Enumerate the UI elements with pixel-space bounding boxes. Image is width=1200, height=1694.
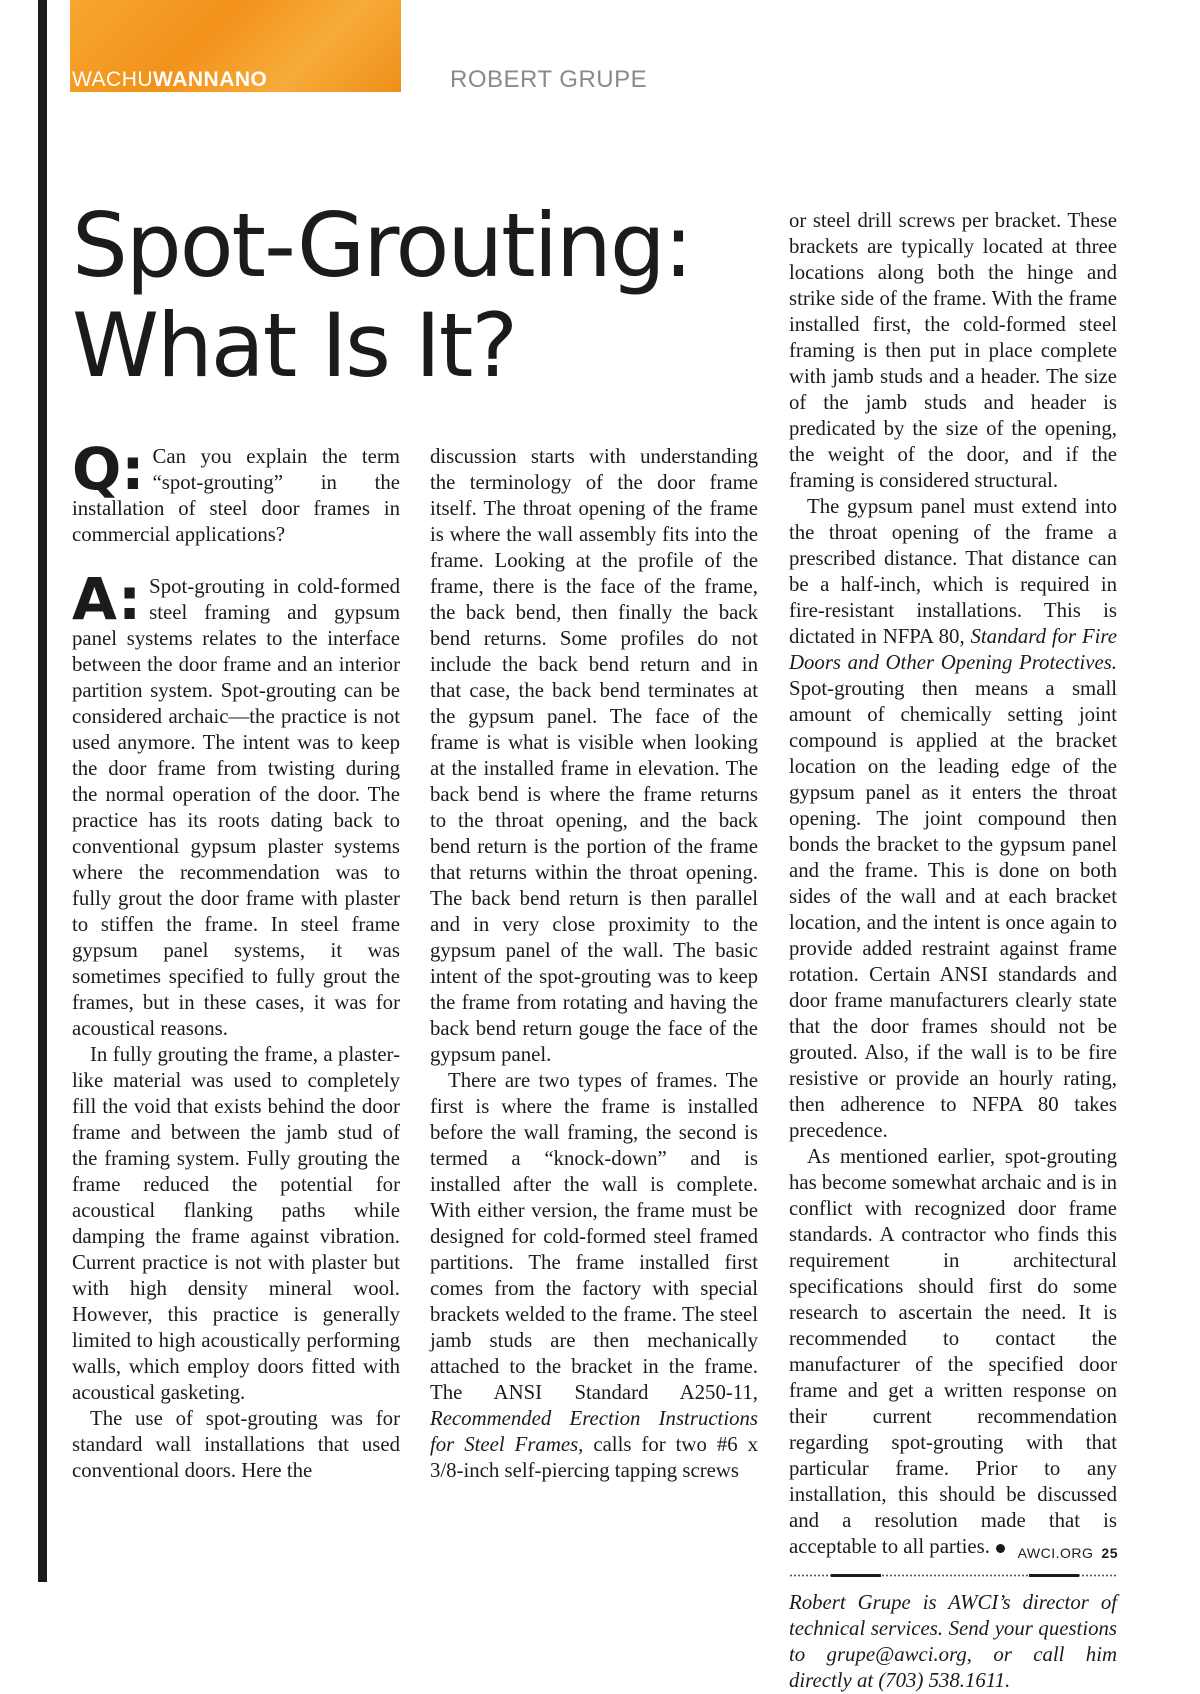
question-drop-cap: Q: <box>72 435 145 503</box>
paragraph-4-text-a: There are two types of frames. The first is where the frame is installed before the wall framing, the second is termed a “knock-down” and is installed after the wall is complete. With either version, the frame must be designed for cold-formed steel framed partitions. The frame installed first comes from the factory with special brackets welded to the frame. The steel jamb studs are then mechanically attached to the bracket in the frame. The ANSI Standard A250-11, <box>430 1069 758 1404</box>
article-title <box>72 196 691 396</box>
paragraph-5-text-b: Spot-grouting then means a small amount of chemically setting joint compound is applied at the bracket location on the leading edge of the gypsum panel as it enters the throat opening. The joint compound then bonds the bracket to the gypsum panel and the frame. This is done on both sides of the wall and at each bracket location, and the intent is once again to provide added restraint against frame rotation. Certain ANSI standards and door frame manufacturers clearly state that the door frames should not be grouted. Also, if the wall is to be fire resistive or provide an hourly rating, then adherence to NFPA 80 takes precedence. <box>789 677 1117 1142</box>
column-3 <box>789 208 1117 1694</box>
kicker-part-2: WANNANO <box>153 68 268 91</box>
kicker-part-1: WACHU <box>72 68 154 91</box>
answer-paragraph <box>72 565 400 1042</box>
paragraph-3-continued <box>430 444 758 1068</box>
continued-text: or steel drill screws per bracket. These brackets are typically located at three locations along both the hinge and strike side of the frame. With the frame installed first, the cold-formed steel framing is then put in place complete with jamb studs and a header. The size of the jamb studs and header is predicated by the size of the opening, the weight of the door, and if the framing is considered structural. <box>789 209 1117 492</box>
page-footer <box>1018 1545 1118 1561</box>
paragraph-5 <box>789 494 1117 1144</box>
end-mark-icon <box>996 1544 1005 1553</box>
question-text: Can you explain the term “spot-grouting” in the installation of steel door frames in commercial applications? <box>72 445 400 546</box>
author-byline: ROBERT GRUPE <box>450 66 648 93</box>
paragraph-4 <box>430 1068 758 1484</box>
paragraph-6-text: As mentioned earlier, spot-grouting has become somewhat archaic and is in conflict with recognized door frame standards. A contractor who finds this requirement in architectural specifications should first do some research to ascertain the need. It is recommended to contact the manufacturer of the specified door frame and get a written response on their current recommendation regarding spot-grouting with that particular frame. Prior to any installation, this should be discussed and a resolution made that is acceptable to all parties. <box>789 1145 1118 1558</box>
paragraph-5-text-a: The gypsum panel must extend into the throat opening of the frame a prescribed distance. That distance can be a half-inch, which is required in fire-resistant installations. This is dictated in NFPA 80, <box>789 495 1117 648</box>
page-number: 25 <box>1101 1545 1118 1561</box>
question-paragraph <box>72 435 400 548</box>
paragraph-6 <box>789 1144 1117 1560</box>
title-line-1: Spot-Grouting: <box>72 194 692 297</box>
paragraph-3: The use of spot-grouting was for standard wall installations that used conventional doors. Here the <box>72 1407 400 1482</box>
continued-text: discussion starts with understanding the terminology of the door frame itself. The throat opening of the frame is where the wall assembly fits into the frame. Looking at the profile of the frame, there is the face of the frame, the back bend, then finally the back bend returns. Some profiles do not include the back bend return and in that case, the back bend terminates at the gypsum panel. The face of the frame is what is visible when looking at the installed frame in elevation. The back bend is where the frame returns to the throat opening, and the back bend return is the portion of the frame that returns within the throat opening. The back bend return is then parallel and in very close proximity to the gypsum panel of the wall. The basic intent of the spot-grouting was to keep the frame from rotating and having the back bend return gouge the face of the gypsum panel. <box>430 445 758 1066</box>
left-margin-rule <box>38 0 47 1582</box>
section-kicker <box>72 68 267 92</box>
column-1 <box>72 435 400 1484</box>
footer-site: AWCI.ORG <box>1017 1545 1094 1561</box>
ansi-a250-title: Recommended Erection Instructions for Steel Frames, <box>430 1407 758 1456</box>
nfpa80-title: Standard for Fire Doors and Other Opening Protectives. <box>789 625 1117 674</box>
answer-drop-cap: A: <box>72 565 142 633</box>
title-line-2: What Is It? <box>72 294 517 397</box>
column-2 <box>430 444 758 1484</box>
author-bio: Robert Grupe is AWCI’s director of technical services. Send your questions to grupe@awci.org, or call him directly at (703) 538.1611. <box>789 1591 1117 1692</box>
bio-divider <box>789 1574 1117 1580</box>
paragraph-2: In fully grouting the frame, a plaster-like material was used to completely fill the void that exists behind the door frame and between the jamb stud of the framing system. Fully grouting the frame reduced the potential for acoustical flanking paths while damping the frame against vibration. Current practice is not with plaster but with high density mineral wool. However, this practice is generally limited to high acoustically performing walls, which employ doors fitted with acoustical gasketing. <box>72 1043 400 1404</box>
answer-text: Spot-grouting in cold-formed steel framing and gypsum panel systems relates to the interface between the door frame and an interior partition system. Spot-grouting can be considered archaic—the practice is not used anymore. The intent was to keep the door frame from twisting during the normal operation of the door. The practice has its roots dating back to conventional gypsum plaster systems where the recommendation was to fully grout the door frame with plaster to stiffen the frame. In steel frame gypsum panel systems, it was sometimes specified to fully grout the frames, but in these cases, it was for acoustical reasons. <box>72 575 400 1040</box>
paragraph-4-text-b: calls for two #6 x 3/8-inch self-piercing tapping screws <box>430 1433 758 1482</box>
paragraph-4-continued <box>789 208 1117 494</box>
